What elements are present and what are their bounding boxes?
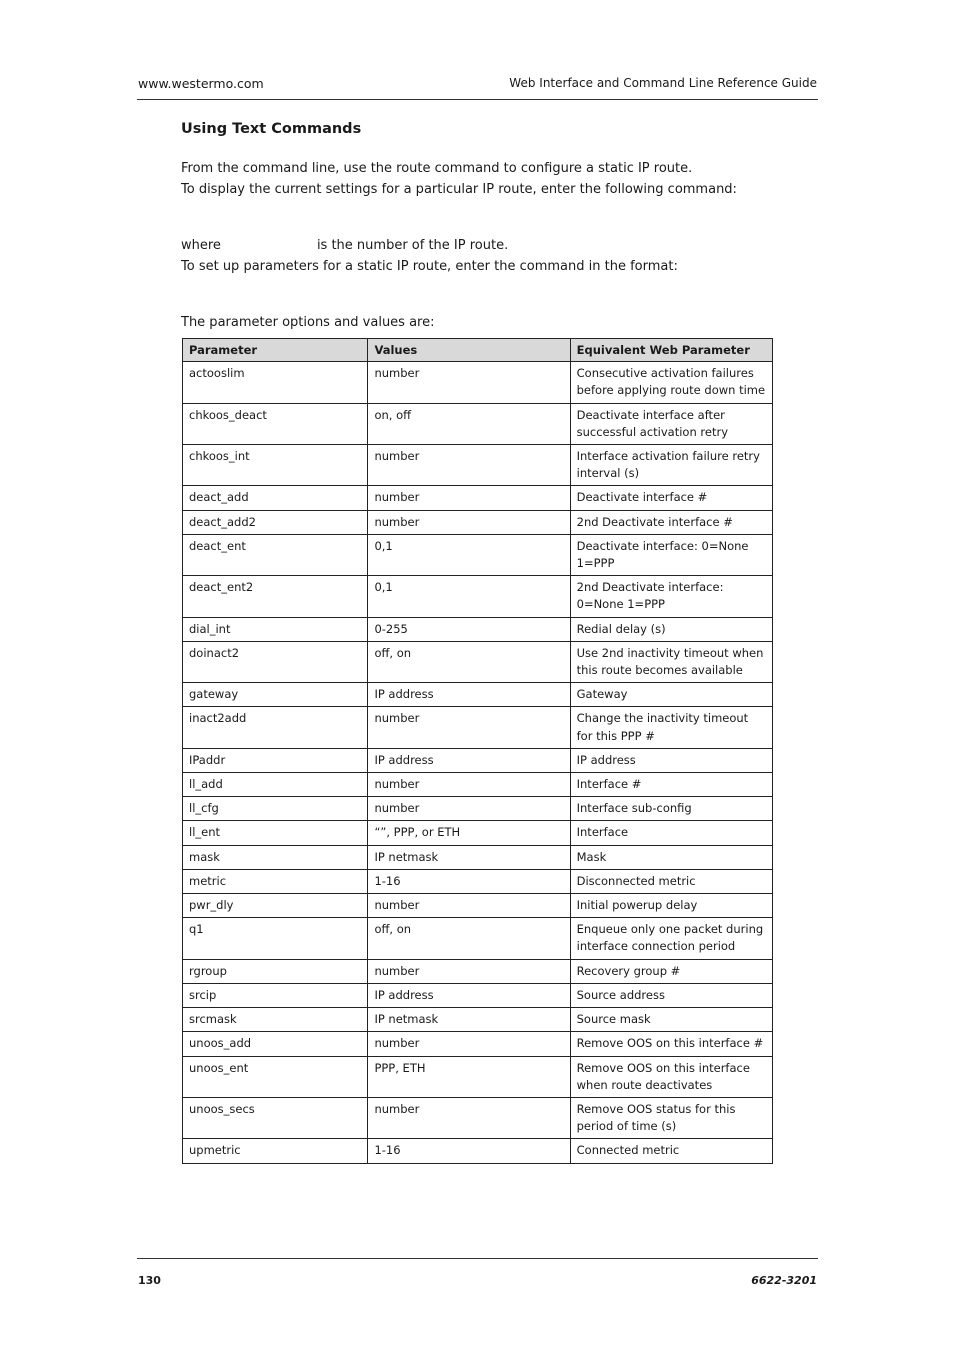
cell-web-parameter: Deactivate interface # — [570, 486, 772, 510]
table-row — [183, 918, 773, 959]
cell-web-parameter: Remove OOS on this interface when route deactivates — [570, 1056, 772, 1097]
table-row — [183, 1032, 773, 1056]
cell-values: number — [368, 1097, 570, 1138]
table-row — [183, 1008, 773, 1032]
cell-parameter: deact_ent2 — [183, 576, 368, 617]
cell-parameter: metric — [183, 869, 368, 893]
cell-values: off, on — [368, 918, 570, 959]
cell-parameter: unoos_ent — [183, 1056, 368, 1097]
table-row — [183, 510, 773, 534]
display-instruction: To display the current settings for a particular IP route, enter the following command: — [181, 182, 737, 197]
cell-parameter: pwr_dly — [183, 894, 368, 918]
cell-parameter: unoos_secs — [183, 1097, 368, 1138]
cell-parameter: deact_add2 — [183, 510, 368, 534]
table-row — [183, 576, 773, 617]
parameter-table — [182, 338, 773, 1164]
cell-parameter: ll_add — [183, 773, 368, 797]
header-rule — [137, 99, 818, 100]
cell-parameter: q1 — [183, 918, 368, 959]
cell-web-parameter: Redial delay (s) — [570, 617, 772, 641]
cell-values: IP netmask — [368, 845, 570, 869]
where-clause — [181, 238, 508, 253]
table-row — [183, 486, 773, 510]
cell-values: number — [368, 1032, 570, 1056]
table-row — [183, 1139, 773, 1163]
table-row — [183, 845, 773, 869]
cell-values: IP address — [368, 683, 570, 707]
cell-parameter: srcmask — [183, 1008, 368, 1032]
cell-values: number — [368, 362, 570, 403]
table-row — [183, 617, 773, 641]
table-row — [183, 797, 773, 821]
cell-values: 0,1 — [368, 534, 570, 575]
cell-web-parameter: Connected metric — [570, 1139, 772, 1163]
document-number: 6622-3201 — [751, 1274, 817, 1287]
cell-values: number — [368, 959, 570, 983]
cell-parameter: actooslim — [183, 362, 368, 403]
column-header-parameter: Parameter — [183, 339, 368, 362]
table-row — [183, 683, 773, 707]
table-row — [183, 1056, 773, 1097]
cell-parameter: upmetric — [183, 1139, 368, 1163]
table-row — [183, 641, 773, 682]
cell-values: on, off — [368, 403, 570, 444]
footer-rule — [137, 1258, 818, 1259]
section-heading: Using Text Commands — [181, 121, 362, 137]
cell-web-parameter: 2nd Deactivate interface # — [570, 510, 772, 534]
table-header-row — [183, 339, 773, 362]
table-intro: The parameter options and values are: — [181, 315, 435, 330]
cell-web-parameter: Source mask — [570, 1008, 772, 1032]
where-prefix: where — [181, 238, 221, 253]
cell-parameter: mask — [183, 845, 368, 869]
where-suffix: is the number of the IP route. — [316, 238, 509, 253]
table-row — [183, 403, 773, 444]
table-row — [183, 707, 773, 748]
cell-web-parameter: Remove OOS on this interface # — [570, 1032, 772, 1056]
cell-parameter: ll_cfg — [183, 797, 368, 821]
cell-web-parameter: IP address — [570, 748, 772, 772]
cell-web-parameter: Source address — [570, 983, 772, 1007]
cell-parameter: rgroup — [183, 959, 368, 983]
table-row — [183, 748, 773, 772]
cell-values: number — [368, 773, 570, 797]
setup-instruction: To set up parameters for a static IP route, enter the command in the format: — [181, 259, 678, 274]
column-header-values: Values — [368, 339, 570, 362]
cell-web-parameter: Initial powerup delay — [570, 894, 772, 918]
table-row — [183, 869, 773, 893]
cell-web-parameter: Gateway — [570, 683, 772, 707]
table-row — [183, 959, 773, 983]
table-row — [183, 445, 773, 486]
cell-web-parameter: Interface — [570, 821, 772, 845]
cell-parameter: chkoos_int — [183, 445, 368, 486]
cell-parameter: deact_add — [183, 486, 368, 510]
cell-parameter: srcip — [183, 983, 368, 1007]
table-body — [183, 362, 773, 1163]
table-row — [183, 362, 773, 403]
cell-web-parameter: Interface activation failure retry interval (s) — [570, 445, 772, 486]
table-row — [183, 534, 773, 575]
cell-web-parameter: Recovery group # — [570, 959, 772, 983]
cell-values: number — [368, 486, 570, 510]
cell-web-parameter: Interface sub-config — [570, 797, 772, 821]
table-row — [183, 894, 773, 918]
cell-values: IP address — [368, 983, 570, 1007]
cell-values: IP address — [368, 748, 570, 772]
cell-values: number — [368, 445, 570, 486]
cell-parameter: IPaddr — [183, 748, 368, 772]
cell-web-parameter: Remove OOS status for this period of time (s) — [570, 1097, 772, 1138]
cell-parameter: chkoos_deact — [183, 403, 368, 444]
cell-parameter: deact_ent — [183, 534, 368, 575]
column-header-web-parameter: Equivalent Web Parameter — [570, 339, 772, 362]
table-row — [183, 821, 773, 845]
table-row — [183, 1097, 773, 1138]
cell-values: 1-16 — [368, 1139, 570, 1163]
cell-web-parameter: Interface # — [570, 773, 772, 797]
cell-values: 1-16 — [368, 869, 570, 893]
cell-values: 0-255 — [368, 617, 570, 641]
header-website: www.westermo.com — [138, 76, 264, 91]
cell-values: “”, PPP, or ETH — [368, 821, 570, 845]
cell-web-parameter: Disconnected metric — [570, 869, 772, 893]
cell-values: off, on — [368, 641, 570, 682]
cell-web-parameter: Mask — [570, 845, 772, 869]
cell-values: number — [368, 797, 570, 821]
intro-paragraph: From the command line, use the route command to configure a static IP route. — [181, 161, 693, 176]
cell-values: IP netmask — [368, 1008, 570, 1032]
table-row — [183, 983, 773, 1007]
cell-web-parameter: Consecutive activation failures before applying route down time — [570, 362, 772, 403]
cell-parameter: dial_int — [183, 617, 368, 641]
cell-parameter: unoos_add — [183, 1032, 368, 1056]
table-row — [183, 773, 773, 797]
cell-values: PPP, ETH — [368, 1056, 570, 1097]
cell-web-parameter: Use 2nd inactivity timeout when this route becomes available — [570, 641, 772, 682]
cell-web-parameter: 2nd Deactivate interface: 0=None 1=PPP — [570, 576, 772, 617]
cell-web-parameter: Enqueue only one packet during interface connection period — [570, 918, 772, 959]
page-number: 130 — [138, 1274, 161, 1287]
cell-parameter: inact2add — [183, 707, 368, 748]
cell-web-parameter: Deactivate interface after successful activation retry — [570, 403, 772, 444]
cell-web-parameter: Deactivate interface: 0=None 1=PPP — [570, 534, 772, 575]
cell-values: number — [368, 894, 570, 918]
cell-values: 0,1 — [368, 576, 570, 617]
cell-web-parameter: Change the inactivity timeout for this PPP # — [570, 707, 772, 748]
cell-parameter: ll_ent — [183, 821, 368, 845]
cell-values: number — [368, 707, 570, 748]
header-guide-title: Web Interface and Command Line Reference Guide — [509, 76, 817, 90]
cell-parameter: doinact2 — [183, 641, 368, 682]
cell-values: number — [368, 510, 570, 534]
cell-parameter: gateway — [183, 683, 368, 707]
